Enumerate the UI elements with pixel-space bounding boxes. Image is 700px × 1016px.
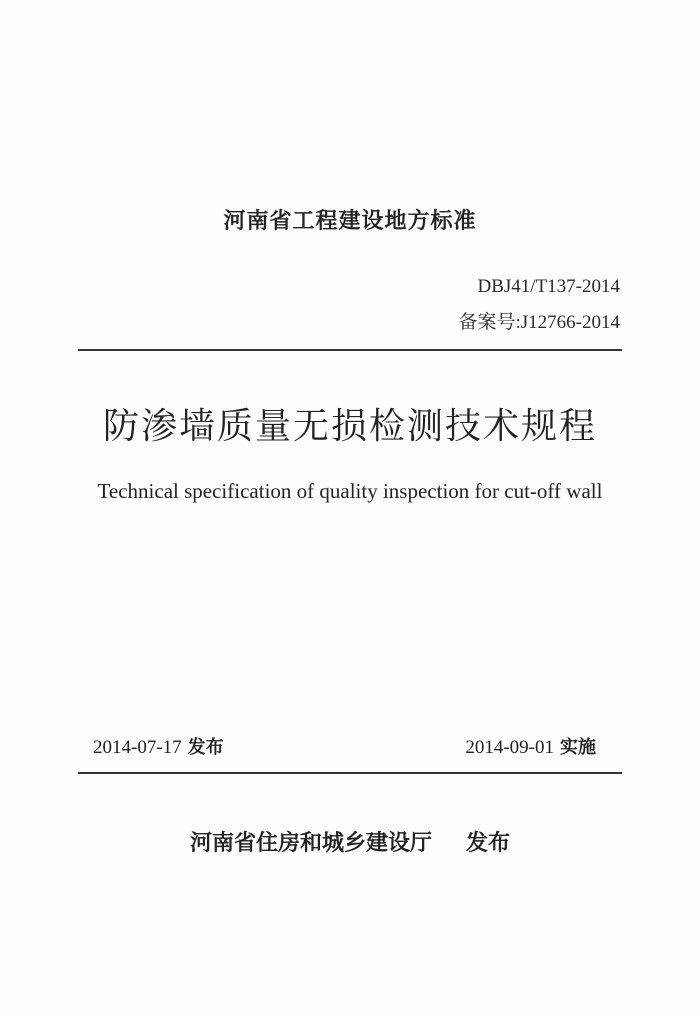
- publish-date-block: [93, 733, 224, 759]
- effective-label: 实施: [560, 737, 596, 758]
- issuer-block: [0, 826, 700, 857]
- effective-date-block: [465, 733, 596, 759]
- issuer-name: 河南省住房和城乡建设厅: [189, 831, 432, 856]
- title-chinese: 防渗墙质量无损检测技术规程: [102, 406, 597, 447]
- title-english: Technical specification of quality inspection for cut-off wall: [97, 479, 603, 503]
- record-number: 备案号:J12766-2014: [458, 312, 620, 333]
- top-divider: [78, 349, 622, 351]
- standard-category: 河南省工程建设地方标准: [223, 209, 477, 234]
- effective-date: 2014-09-01: [465, 737, 554, 758]
- standard-number: DBJ41/T137-2014: [477, 276, 620, 297]
- publish-label: 发布: [187, 737, 224, 758]
- issuer-label: 发布: [466, 831, 511, 856]
- bottom-divider: [78, 772, 622, 774]
- publish-date: 2014-07-17: [93, 737, 182, 758]
